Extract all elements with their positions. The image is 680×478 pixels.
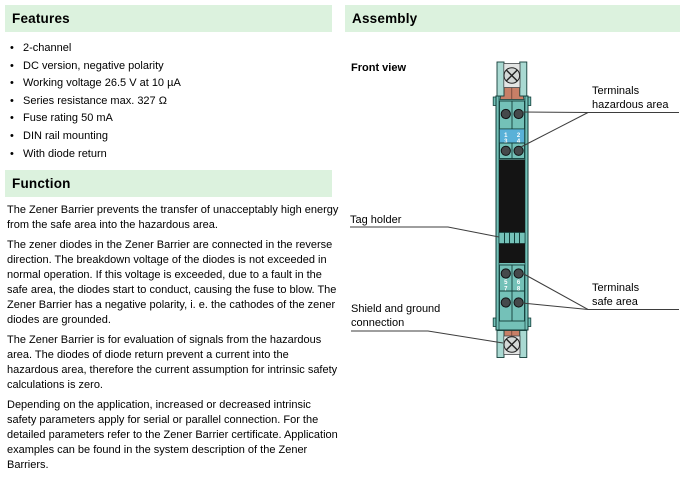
- callout-terminals-safe: Terminals safe area: [592, 282, 640, 308]
- bullet-icon: •: [10, 42, 14, 54]
- terminal-circle: [514, 298, 523, 307]
- function-body: [7, 203, 339, 478]
- bullet-icon: •: [10, 77, 14, 90]
- screw-icon: [504, 68, 520, 84]
- feature-text: Series resistance max. 327 Ω: [23, 94, 167, 107]
- leader-terminals-hazardous-2: [521, 113, 588, 148]
- svg-text:5: 5: [504, 280, 508, 286]
- feature-text: 2-channel: [23, 42, 72, 54]
- paragraph: Depending on the application, increased or decreased intrinsic safety parameters apply for serial or parallel connection. For the detailed parameters refer to the Zener Barrier certificate. Application examples can be found in the system description of the Zener Barriers.: [7, 399, 338, 471]
- front-view-label: Front view: [351, 62, 407, 74]
- leader-tag-holder: [350, 227, 499, 237]
- list-item: [10, 146, 332, 164]
- bullet-icon: •: [10, 147, 14, 160]
- features-title: Features: [12, 11, 70, 26]
- leader-shield: [351, 331, 503, 343]
- leader-terminals-hazardous: [522, 112, 679, 113]
- terminal-circle: [501, 269, 510, 278]
- list-item: [10, 110, 332, 128]
- svg-text:7: 7: [504, 286, 508, 293]
- paragraph: The Zener Barrier prevents the transfer of unacceptably high energy from the safe area into the hazardous area.: [7, 204, 339, 231]
- device-top-cap: [497, 62, 527, 100]
- features-section-header: [5, 5, 332, 32]
- list-item: [10, 93, 332, 111]
- tag-holder-strip: [499, 233, 525, 244]
- feature-text: Fuse rating 50 mA: [23, 112, 113, 125]
- list-item: [10, 40, 332, 58]
- callout-tag-holder: Tag holder: [350, 214, 402, 226]
- function-section-header: [5, 170, 332, 197]
- svg-text:6: 6: [516, 280, 521, 286]
- feature-text: DIN rail mounting: [23, 129, 108, 142]
- svg-text:3: 3: [504, 138, 508, 145]
- features-list: [10, 40, 332, 163]
- device-label-area: [499, 160, 525, 264]
- bullet-icon: •: [10, 112, 14, 125]
- assembly-section-header: [345, 5, 680, 32]
- list-item: [10, 75, 332, 93]
- ground-screw-icon: [504, 337, 520, 353]
- terminal-circle: [514, 269, 523, 278]
- terminal-circle: [501, 109, 510, 118]
- terminal-circle: [514, 109, 523, 118]
- list-item: [10, 128, 332, 146]
- svg-text:1: 1: [504, 132, 508, 139]
- terminal-circle: [501, 146, 510, 155]
- callout-terminals-hazardous: Terminals hazardous area: [592, 85, 669, 111]
- paragraph: The Zener Barrier is for evaluation of signals from the hazardous area. The diodes of diode return prevent a current into the hazardous area, therefore the current assumption for intrinsic safety calculations is zero.: [7, 334, 338, 391]
- svg-text:8: 8: [516, 286, 521, 293]
- feature-text: With diode return: [23, 147, 107, 160]
- assembly-title: Assembly: [352, 11, 418, 26]
- svg-text:2: 2: [516, 132, 521, 139]
- bullet-icon: •: [10, 94, 14, 107]
- feature-text: DC version, negative polarity: [23, 59, 164, 72]
- terminal-circle: [501, 298, 510, 307]
- terminals-hazardous-block: [500, 101, 525, 159]
- list-item: [10, 58, 332, 76]
- paragraph: The zener diodes in the Zener Barrier are connected in the reverse direction. The breakdown voltage of the diodes is not exceeded in normal operation. If this voltage is exceeded, due to a fault in the safe area, the diodes start to conduct, causing the fuse to blow. The Zener Barrier has a negative polarity, i. e. the cathodes of the zener diodes are grounded.: [7, 239, 337, 326]
- device-bottom-foot: [497, 331, 527, 358]
- svg-text:4: 4: [516, 138, 521, 145]
- feature-text: Working voltage 26.5 V at 10 µA: [23, 77, 181, 90]
- callout-shield-ground: Shield and ground connection: [351, 303, 441, 329]
- bullet-icon: •: [10, 59, 14, 72]
- terminal-circle: [514, 146, 523, 155]
- function-title: Function: [12, 176, 71, 191]
- bullet-icon: •: [10, 129, 14, 142]
